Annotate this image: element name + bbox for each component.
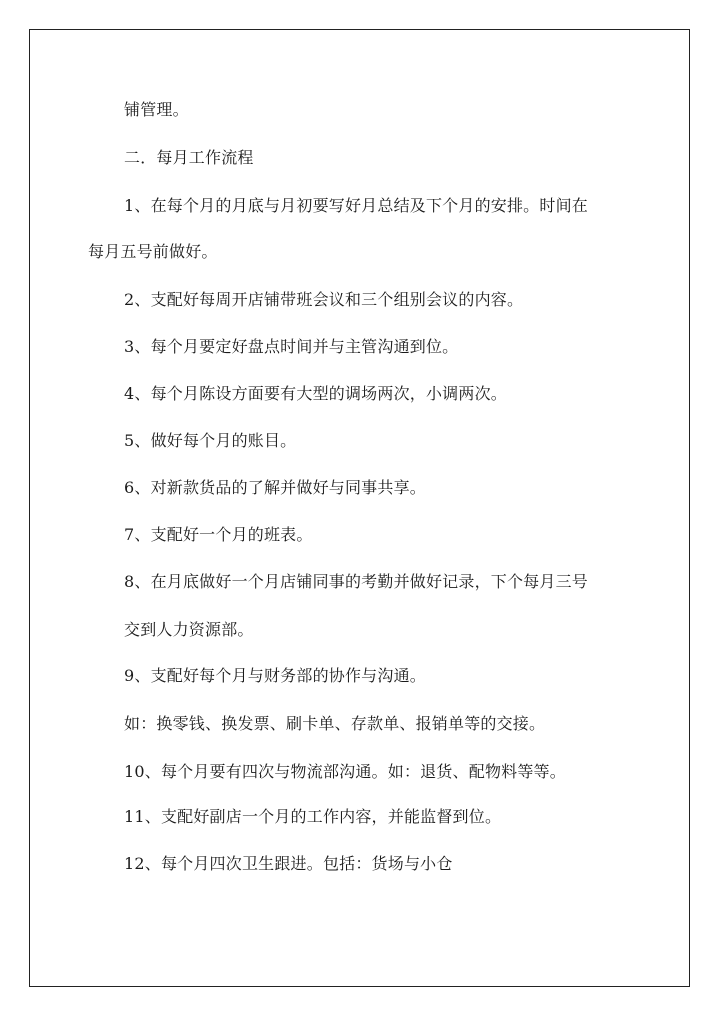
text-line: 每月五号前做好。 (88, 242, 218, 261)
text-line: 5、做好每个月的账目。 (124, 431, 297, 450)
text-line: 7、支配好一个月的班表。 (124, 525, 313, 544)
text-line: 交到人力资源部。 (124, 620, 254, 639)
text-line: 8、在月底做好一个月店铺同事的考勤并做好记录，下个每月三号 (124, 572, 588, 591)
text-line: 11、支配好副店一个月的工作内容，并能监督到位。 (124, 807, 502, 826)
text-line: 12、每个月四次卫生跟进。包括：货场与小仓 (124, 854, 453, 873)
text-line: 6、对新款货品的了解并做好与同事共享。 (124, 478, 426, 497)
text-line: 10、每个月要有四次与物流部沟通。如：退货、配物料等等。 (124, 762, 566, 781)
text-line: 1、在每个月的月底与月初要写好月总结及下个月的安排。时间在 (124, 196, 588, 215)
text-line: 如：换零钱、换发票、刷卡单、存款单、报销单等的交接。 (124, 714, 546, 733)
text-line: 铺管理。 (124, 100, 189, 119)
text-line: 9、支配好每个月与财务部的协作与沟通。 (124, 666, 426, 685)
text-line: 2、支配好每周开店铺带班会议和三个组别会议的内容。 (124, 290, 524, 309)
text-line: 3、每个月要定好盘点时间并与主管沟通到位。 (124, 337, 459, 356)
page-border (29, 29, 690, 987)
text-line: 4、每个月陈设方面要有大型的调场两次，小调两次。 (124, 384, 507, 403)
section-heading: 二．每月工作流程 (124, 148, 254, 167)
